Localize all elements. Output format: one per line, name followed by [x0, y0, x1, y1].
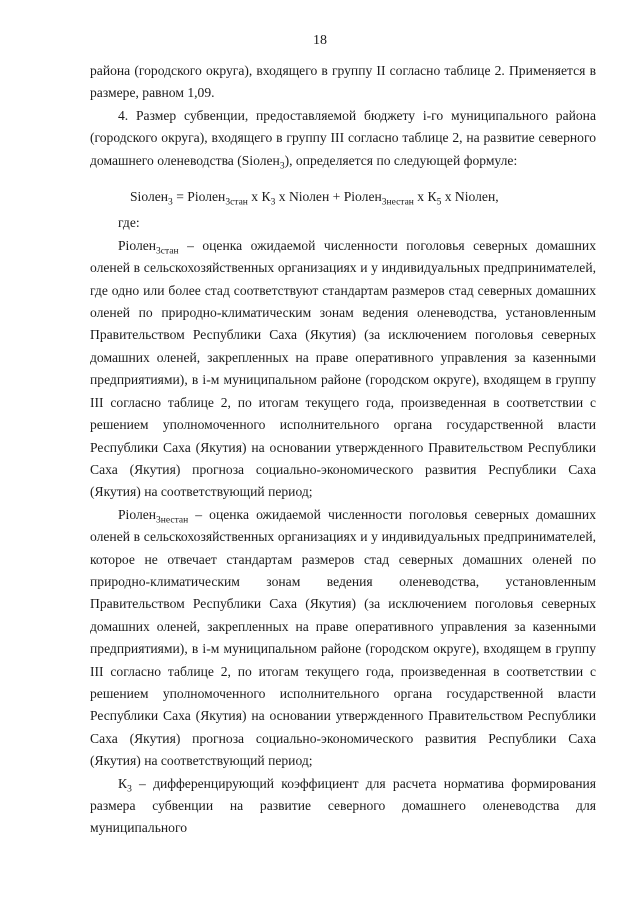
- definition-nonstandard-text: – оценка ожидаемой численности поголовья северных домашних оленей в сельскохозяйственных организациях и у индивидуальных предпринимателей, которое не отвечает стандартам размеров стад северных домашних оленей по природно-климатическим зонам ведения оленеводства, установленным Правительством Республики Саха (Якутия) (за исключением поголовья северных домашних оленей, закрепленных на праве оперативного управления за казенными предприятиями), в i-м муниципальном районе (городском округе), входящем в группу III согласно таблице 2, по итогам текущего года, произведенная в соответствии с решением уполномоченного исполнительного органа государственной власти Республики Саха (Якутия) на основании утвержденного Правительством Республики Саха (Якутия) прогноза социально-экономического развития Республики Саха (Якутия) на соответствующий период;: [90, 506, 596, 769]
- formula-term1-k-sub: 3: [270, 197, 276, 208]
- formula-eq: =: [172, 189, 188, 205]
- formula-term2-end: х Niолен,: [441, 189, 499, 205]
- definition-k3-sub: 3: [127, 784, 132, 795]
- formula-term1: Piолен: [187, 189, 226, 205]
- definition-k3: [90, 773, 596, 840]
- definition-standard-sub: 3стан: [156, 246, 179, 257]
- document-body: [90, 60, 596, 840]
- definition-nonstandard-sub: 3нестан: [156, 515, 189, 526]
- paragraph-item-4-subscript: 3: [279, 161, 285, 172]
- definition-k3-term: К: [118, 775, 128, 791]
- paragraph-item-4-tail: ), определяется по следующей формуле:: [284, 152, 518, 168]
- formula-term1-mid: х К: [247, 189, 271, 205]
- formula-term1-sub: 3стан: [225, 197, 248, 208]
- definition-nonstandard-herds: [90, 504, 596, 773]
- formula-lhs-sub: 3: [168, 197, 173, 208]
- formula-term2: Piолен: [343, 189, 382, 205]
- paragraph-item-4: [90, 105, 596, 172]
- definition-standard-term: Piолен: [118, 237, 157, 253]
- where-label: где:: [118, 215, 140, 231]
- formula-lhs: Siолен: [130, 189, 169, 205]
- definition-k3-text: – дифференцирующий коэффициент для расчета норматива формирования размера субвенции на развитие северного домашнего оленеводства для муниципального: [90, 775, 596, 836]
- formula-term2-sub: 3нестан: [381, 197, 414, 208]
- definition-standard-herds: [90, 235, 596, 504]
- page-number: 18: [313, 33, 327, 48]
- formula-term2-k-sub: 5: [436, 197, 442, 208]
- paragraph-item-4-text: 4. Размер субвенции, предоставляемой бюджету i-го муниципального района (городского округа), входящего в группу III согласно таблице 2, на развитие северного домашнего оленеводства (Siолен: [90, 107, 596, 168]
- paragraph-continuation: района (городского округа), входящего в группу II согласно таблице 2. Применяется в размере, равном 1,09.: [90, 63, 596, 101]
- formula: [90, 186, 596, 208]
- formula-term1-end: х Niолен +: [275, 189, 344, 205]
- definition-nonstandard-term: Piолен: [118, 506, 157, 522]
- definition-standard-text: – оценка ожидаемой численности поголовья северных домашних оленей в сельскохозяйственных организациях и у индивидуальных предпринимателей, где одно или более стад соответствуют стандартам размеров стад северных домашних оленей по природно-климатическим зонам ведения оленеводства, установленным Правительством Республики Саха (Якутия) (за исключением поголовья северных домашних оленей, закрепленных на праве оперативного управления за казенными предприятиями), в i-м муниципальном районе (городском округе), входящем в группу III согласно таблице 2, по итогам текущего года, произведенная в соответствии с решением уполномоченного исполнительного органа государственной власти Республики Саха (Якутия) на основании утвержденного Правительством Республики Саха (Якутия) прогноза социально-экономического развития Республики Саха (Якутия) на соответствующий период;: [90, 237, 596, 500]
- formula-term2-mid: х К: [413, 189, 437, 205]
